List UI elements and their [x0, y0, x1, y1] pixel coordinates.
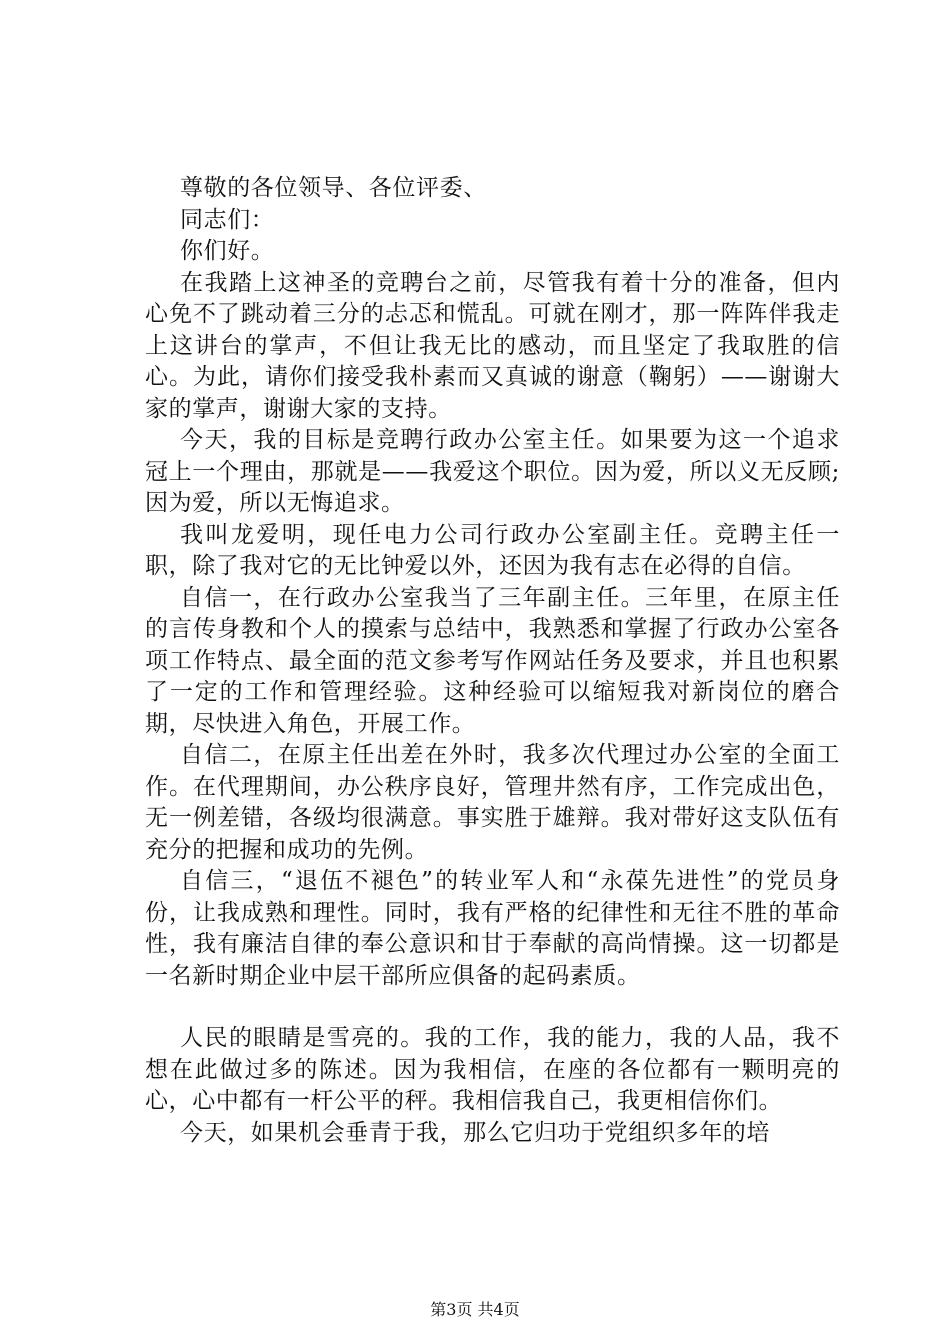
salutation: 尊敬的各位领导、各位评委、: [180, 175, 487, 201]
salutation-continued: 同志们：: [180, 206, 275, 233]
paragraph: 人民的眼睛是雪亮的。我的工作，我的能力，我的人品，我不想在此做过多的陈述。因为我相信，在座的各位都有一颗明亮的心，心中都有一杆公平的秤。我相信我自己，我更相信你们。: [145, 1025, 840, 1114]
paragraph: 今天，如果机会垂青于我，那么它归功于党组织多年的培: [180, 1119, 770, 1146]
paragraph: 自信二，在原主任出差在外时，我多次代理过办公室的全面工作。在代理期间，办公秩序良好，管理井然有序，工作完成出色，无一例差错，各级均很满意。事实胜于雄辩。我对带好这支队伍有充分的把握和成功的先例。: [145, 742, 840, 863]
paragraph: 在我踏上这神圣的竞聘台之前，尽管我有着十分的准备，但内心免不了跳动着三分的忐忑和慌乱。可就在刚才，那一阵阵伴我走上这讲台的掌声，不但让我无比的感动，而且坚定了我取胜的信心。为此，请你们接受我朴素而又真诚的谢意（鞠躬）——谢谢大家的掌声，谢谢大家的支持。: [145, 269, 840, 422]
paragraph: 今天，我的目标是竞聘行政办公室主任。如果要为这一个追求冠上一个理由，那就是——我爱这个职位。因为爱，所以义无反顾;因为爱，所以无悔追求。: [145, 427, 840, 516]
document-body: [145, 173, 840, 1149]
paragraph: 自信一，在行政办公室我当了三年副主任。三年里，在原主任的言传身教和个人的摸索与总结中，我熟悉和掌握了行政办公室各项工作特点、最全面的范文参考写作网站任务及要求，并且也积累了一定的工作和管理经验。这种经验可以缩短我对新岗位的磨合期，尽快进入角色，开展工作。: [145, 584, 840, 737]
paragraph: 自信三，“退伍不褪色”的转业军人和“永葆先进性”的党员身份，让我成熟和理性。同时，我有严格的纪律性和无往不胜的革命性，我有廉洁自律的奉公意识和甘于奉献的高尚情操。这一切都是一名新时期企业中层干部所应俱备的起码素质。: [145, 868, 840, 989]
paragraph: 我叫龙爱明，现任电力公司行政办公室副主任。竞聘主任一职，除了我对它的无比钟爱以外，还因为我有志在必得的自信。: [145, 521, 840, 579]
page-footer: [0, 1297, 950, 1320]
page-number-label: 第3页 共4页: [430, 1300, 520, 1319]
greeting: 你们好。: [180, 238, 275, 264]
